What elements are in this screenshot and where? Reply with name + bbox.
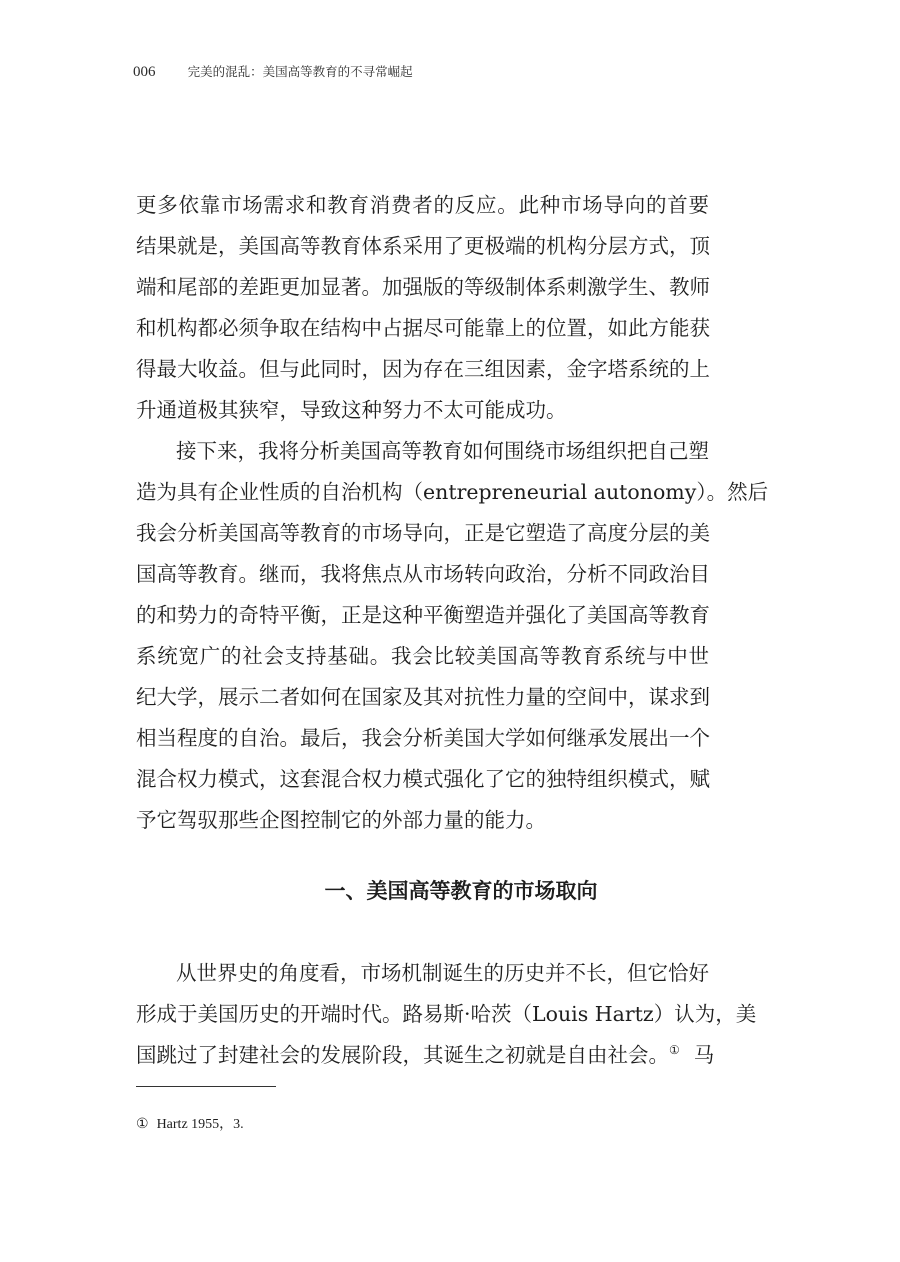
paragraph-line: 我会分析美国高等教育的市场导向，正是它塑造了高度分层的美 [136,521,710,545]
paragraph-line: 结果就是，美国高等教育体系采用了更极端的机构分层方式，顶 [136,234,710,258]
paragraph-line: 更多依靠市场需求和教育消费者的反应。此种市场导向的首要 [136,193,709,217]
paragraph-line: 从世界史的角度看，市场机制诞生的历史并不长，但它恰好 [176,961,709,985]
paragraph-line: 端和尾部的差距更加显著。加强版的等级制体系刺激学生、教师 [136,275,710,299]
paragraph-line: 和机构都必须争取在结构中占据尽可能靠上的位置，如此方能获 [136,316,710,340]
running-title: 完美的混乱：美国高等教育的不寻常崛起 [187,64,413,79]
paragraph-line: 相当程度的自治。最后，我会分析美国大学如何继承发展出一个 [136,726,710,750]
footnote [136,1113,244,1133]
paragraph-line-text: 国跳过了封建社会的发展阶段，其诞生之初就是自由社会。 [136,1043,669,1067]
paragraph-line: 接下来，我将分析美国高等教育如何围绕市场组织把自己塑 [176,439,709,463]
page-header [133,62,413,81]
paragraph-line: 造为具有企业性质的自治机构（entrepreneurial autonomy）。然后 [136,480,769,504]
paragraph-line-text: 马 [693,1043,715,1067]
paragraph-line: 国高等教育。继而，我将焦点从市场转向政治，分析不同政治目 [136,562,710,586]
paragraph-line: 得最大收益。但与此同时，因为存在三组因素，金字塔系统的上 [136,357,710,381]
paragraph-line: 予它驾驭那些企图控制它的外部力量的能力。 [136,808,546,832]
section-heading: 一、美国高等教育的市场取向 [324,879,598,903]
footnote-reference[interactable]: ① [669,1043,680,1058]
paragraph-line: 的和势力的奇特平衡，正是这种平衡塑造并强化了美国高等教育 [136,603,710,627]
footnote-divider [136,1086,276,1087]
paragraph-line: 混合权力模式，这套混合权力模式强化了它的独特组织模式，赋 [136,767,710,791]
page-number: 006 [133,64,156,80]
paragraph-line [136,1042,715,1068]
paragraph-line: 升通道极其狭窄，导致这种努力不太可能成功。 [136,398,567,422]
footnote-text: Hartz 1955，3. [156,1117,244,1132]
paragraph-line: 形成于美国历史的开端时代。路易斯·哈茨（Louis Hartz）认为，美 [136,1002,757,1026]
paragraph-line: 系统宽广的社会支持基础。我会比较美国高等教育系统与中世 [136,644,709,668]
paragraph-line: 纪大学，展示二者如何在国家及其对抗性力量的空间中，谋求到 [136,685,710,709]
footnote-marker: ① [136,1117,149,1132]
